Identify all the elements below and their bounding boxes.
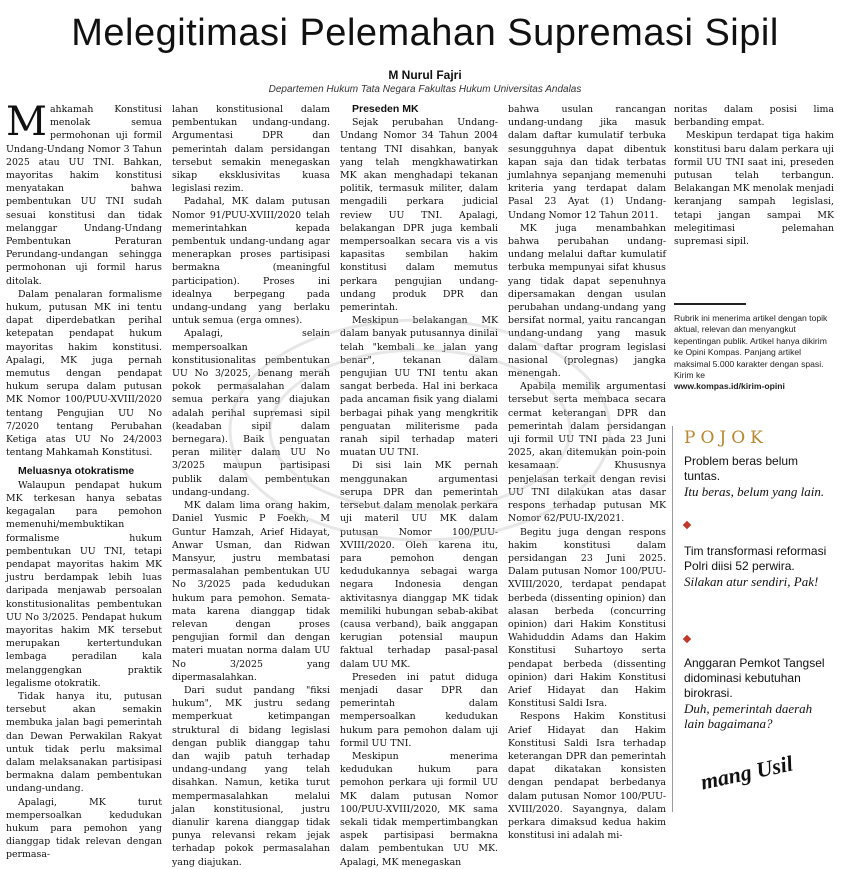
paragraph: Meskipun terdapat tiga hakim konstitusi baru dalam perkara uji formil UU TNI saat ini, preseden putusan telah terbangun. Belakangan MK menolak menjadi keranjang sampah legislasi, tetapi jangan sampai MK melegitimasi pelemahan supremasi sipil. (674, 130, 834, 248)
pojok-item-reply: Silakan atur sendiri, Pak! (684, 574, 819, 589)
paragraph: MK dalam lima orang hakim, Daniel Yusmic P Foekh, M Guntur Hamzah, Arief Hidayat, Anwar Usman, dan Ridwan Mansyur, justru membatasi permasalahan pembentukan UU No 3/2025 pada kedudukan hukum para pemohon. Semata-mata karena dianggap tidak relevan dengan proses pengujian formil dan dengan materi muatan norma dalam UU No 3/2025 yang dipermasalahkan. (172, 500, 330, 683)
pojok-item-reply: Duh, pemerintah daerah lain bagaimana? (684, 701, 813, 731)
paragraph: Di sisi lain MK pernah menggunakan argumentasi serupa DPR dan pemerintah tersebut dalam menolak perkara uji materil UU MK dalam putusan Nomor 100/PUU-XVIII/2020. Oleh karena itu, para pemohon dengan kedudukannya sebagai warga negara Indonesia dengan aktivitasnya dianggap MK tidak memiliki hubungan sebab-akibat (causa verband), baik anggapan kerugian potensial maupun faktual terhadap pasal-pasal dalam UU MK. (340, 460, 498, 670)
paragraph: Padahal, MK dalam putusan Nomor 91/PUU-XVIII/2020 telah memerintahkan kepada pembentuk undang-undang agar menerapkan proses partisipasi bermakna (meaningful participation). Proses ini idealnya berpegang pada undang-undang yang berlaku untuk semua (erga omnes). (172, 196, 330, 327)
paragraph: Mahkamah Konstitusi menolak semua permohonan uji formil Undang-Undang Nomor 3 Tahun 2025 atau UU TNI. Bahkan, mayoritas hakim konstitusi menyatakan bahwa pembentukan UU TNI sudah sesuai konstitusi dan tidak melanggar Undang-Undang Pembentukan Peraturan Perundang-undangan sehingga permohonan uji formil harus ditolak. (6, 99, 162, 287)
divider (674, 303, 746, 305)
submission-note (674, 313, 830, 393)
article-column-3 (340, 103, 498, 868)
pojok-item-text: Anggaran Pemkot Tangsel didominasi kebutuhan birokrasi. (684, 656, 825, 700)
subheading: Meluasnya otokratisme (18, 465, 135, 478)
paragraph: Meskipun belakangan MK dalam banyak putusannya dinilai telah "kembali ke jalan yang benar", tekanan dalam pengujian UU TNI tentu akan sangat berbeda. Hal ini berkaca pada ancaman fisik yang dialami berbagai pihak yang mengkritik penguatan militerisme pada ranah sipil terhadap materi muatan UU TNI. (340, 315, 498, 459)
pojok-item-text: Problem beras belum tuntas. (684, 454, 799, 483)
paragraph: Dari sudut pandang "fiksi hukum", MK justru sedang memperkuat ketimpangan struktural di bidang legislasi dengan publik dianggap tahu dan wajib patuh terhadap undang-undang yang telah disahkan. Namun, ketika turut mempermasalahkan melalui jalan konstitusional, justru dianulir karena dianggap tidak punya relevansi rekam jejak terhadap pokok permasalahan yang diajukan. (172, 684, 330, 868)
subheading: Preseden MK (352, 103, 419, 115)
paragraph: Tidak hanya itu, putusan tersebut akan semakin membuka jalan bagi pemerintah dan Dewan Perwakilan Rakyat untuk tidak perlu maksimal dalam melaksanakan partisipasi bermakna dalam pembentukan undang-undang. (6, 690, 162, 795)
paragraph: bahwa usulan rancangan undang-undang jika masuk dalam daftar kumulatif terbuka sesungguhnya dapat dibentuk kapan saja dan tidak terbatas jumlahnya sepanjang memenuhi kriteria yang terdapat dalam Pasal 23 Ayat (1) Undang-Undang Nomor 12 Tahun 2011. (508, 104, 666, 221)
article-headline: Melegitimasi Pelemahan Supremasi Sipil (71, 12, 779, 54)
author-affiliation: Departemen Hukum Tata Negara Fakultas Hukum Universitas Andalas (268, 84, 582, 95)
paragraph: Apalagi, MK turut mempersoalkan kedudukan hukum para pemohon yang dianggap tidak relevan dengan permasa- (6, 796, 162, 861)
paragraph: Walaupun pendapat hukum MK terkesan hanya sebatas kegagalan para pemohon memenuhi/membuktikan formalisme hukum pembentukan UU TNI, tetapi pendapat mayoritas hakim MK justru berdampak lebih luas daripada menjawab persoalan konstitusionalitas pembentukan UU No 3/2025. Pendapat hukum mayoritas hakim MK tersebut merupakan kertertundukan lembaga peradilan kala melanggengkan praktik legalisme otokratik. (6, 479, 162, 689)
paragraph: Preseden ini patut diduga menjadi dasar DPR dan pemerintah dalam mempersoalkan kedudukan hukum para pemohon dalam uji formil UU TNI. (340, 671, 498, 749)
paragraph: Respons Hakim Konstitusi Arief Hidayat dan Hakim Konstitusi Saldi Isra terhadap keterangan DPR dan pemerintah dapat dikatakan konsisten dengan pendapat berbedanya dalam putusan Nomor 100/PUU-XVIII/2020. Sayangnya, dalam perkara dimaksud kedua hakim konstitusi ini adalah mi- (508, 711, 666, 842)
article-column-2 (172, 103, 330, 868)
paragraph: lahan konstitusional dalam pembentukan undang-undang. Argumentasi DPR dan pemerintah dalam persidangan tersebut semakin menegaskan sikap eksklusivitas kuasa legislasi rezim. (172, 104, 330, 195)
pojok-item (684, 656, 830, 731)
pojok-item-reply: Itu beras, belum yang lain. (684, 484, 825, 499)
submission-link[interactable]: www.kompas.id/kirim-opini (674, 381, 785, 392)
article-column-1 (6, 99, 162, 861)
paragraph: Dalam penalaran formalisme hukum, putusan MK ini tentu dapat diperdebatkan perihal ketepatan pendapat hukum mayoritas hakim konstitusi. Apalagi, MK juga pernah memutus dengan pendapat hukum serupa dalam putusan MK Nomor 100/PUU-XVIII/2020 tentang Pengujian UU No 7/2020 tentang Perubahan Ketiga atas UU No 24/2003 tentang Mahkamah Konstitusi. (6, 288, 162, 459)
pojok-title: POJOK (684, 428, 768, 448)
paragraph: MK juga menambahkan bahwa perubahan undang-undang melalui daftar kumulatif terbuka mempunyai sifat khusus yang tidak dapat sepenuhnya dipersamakan dengan usulan perubahan undang-undang yang bersifat normal, yaitu rancangan undang-undang yang masuk dalam daftar program legislasi nasional (prolegnas) jangka menengah. (508, 222, 666, 380)
paragraph: noritas dalam posisi lima berbanding empat. (674, 104, 834, 129)
pojok-item (684, 544, 830, 589)
paragraph: Apalagi, selain mempersoalkan konstitusionalitas pembentukan UU No 3/2025, benang merah pokok permasalahan dalam semua perkara yang diajukan adalah perihal supremasi sipil (keadaban sipil dalam bernegara). Baik penguatan peran militer dalam UU No 3/2025 maupun partisipasi publik dalam pembentukan undang-undang. (172, 328, 330, 498)
paragraph: Begitu juga dengan respons hakim konstitusi dalam persidangan 23 Juni 2025. Dalam putusan Nomor 100/PUU-XVIII/2020, terdapat pendapat berbeda (dissenting opinion) dan alasan berbeda (concurring opinion) dari Hakim Konstitusi Wahiduddin Adams dan Hakim Konstitusi Suhartoyo serta pendapat berbeda (dissenting opinion) dari Hakim Konstitusi Arief Hidayat dan Hakim Konstitusi Saldi Isra. (508, 526, 666, 710)
author-name: M Nurul Fajri (388, 68, 462, 82)
article-column-5 (674, 103, 834, 293)
dropcap: M (6, 99, 47, 145)
signature: mang Usil (698, 750, 796, 795)
paragraph: Meskipun menerima kedudukan hukum para pemohon perkara uji formil UU MK dalam putusan Nomor 100/PUU-XVIII/2020, MK sama sekali tidak mempertimbangkan aspek partisipasi bermakna dalam pembentukan UU MK. Apalagi, MK menegaskan (340, 750, 498, 868)
pojok-item-text: Tim transformasi reformasi Polri diisi 52 perwira. (684, 544, 827, 573)
paragraph: Sejak perubahan Undang-Undang Nomor 34 Tahun 2004 tentang TNI disahkan, banyak yang telah mengkhawatirkan MK akan menghadapi tekanan politik, termasuk militer, dalam mengadili perkara judicial review UU TNI. Apalagi, belakangan DPR juga kembali mempersoalkan secara vis a vis kapasitas sembilan hakim konstitusi dalam memutus perkara pengujian undang-undang produk DPR dan pemerintah. (340, 117, 498, 314)
paragraph: Apabila memilik argumentasi tersebut serta membaca secara cermat keterangan DPR dan pemerintah dalam persidangan uji formil UU TNI pada 23 Juni 2025, akan ditemukan poin-poin kesamaan. Khususnya penjelasan terkait dengan revisi UU TNI dilakukan atas dasar respons terhadap putusan MK Nomor 62/PUU-IX/2021. (508, 381, 666, 525)
article-column-4 (508, 103, 666, 842)
pojok-item (684, 454, 830, 499)
submission-note-text: Rubrik ini menerima artikel dengan topik aktual, relevan dan menyangkut kepentingan publik. Artikel hanya dikirim ke Opini Kompas. Panjang artikel maksimal 5.000 karakter dengan spasi. Kirim ke (674, 313, 828, 381)
